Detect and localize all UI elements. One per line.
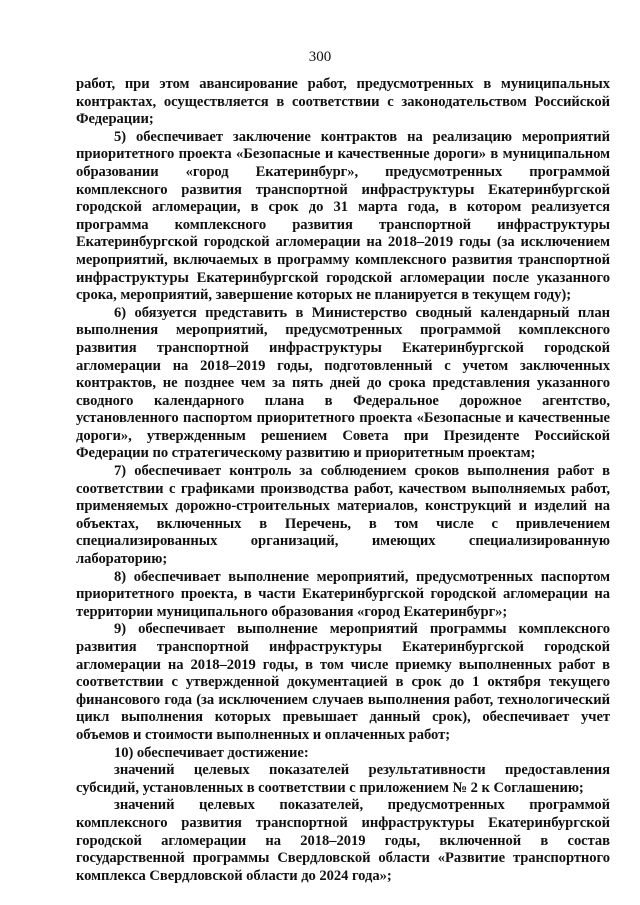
paragraph-item-8: 8) обеспечивает выполнение мероприятий, предусмотренных паспортом приоритетного проекта, в части Екатеринбургской городской агломерации на территории муниципального образования «город Екатеринбург»; <box>76 568 610 620</box>
page-number: 300 <box>308 49 332 65</box>
document-body <box>76 76 610 885</box>
paragraph-item-9: 9) обеспечивает выполнение мероприятий программы комплексного развития транспортной инфраструктуры Екатеринбургской городской агломерации на 2018–2019 годы, в том числе приемку выполненных работ в соответствии с утвержденной документацией в срок до 1 октября текущего финансового года (за исключением случаев выполнения работ, технологический цикл выполнения которых превышает данный срок), обеспечивает учет объемов и стоимости выполненных и оплаченных работ; <box>76 621 610 743</box>
paragraph-item-6: 6) обязуется представить в Министерство сводный календарный план выполнения мероприятий, предусмотренных программой комплексного развития транспортной инфраструктуры Екатеринбургской городской агломерации на 2018–2019 годы, подготовленный с учетом заключенных контрактов, не позднее чем за пять дней до срока представления указанного сводного календарного плана в Федеральное дорожное агентство, установленного паспортом приоритетного проекта «Безопасные и качественные дороги», утвержденным решением Совета при Президенте Российской Федерации по стратегическому развитию и приоритетным проектам; <box>76 304 610 462</box>
paragraph-item-10: 10) обеспечивает достижение: <box>114 744 309 761</box>
paragraph-item-7: 7) обеспечивает контроль за соблюдением сроков выполнения работ в соответствии с графиками производства работ, качеством выполняемых работ, применяемых дорожно-строительных материалов, конструкций и изделий на объектах, включенных в Перечень, в том числе с привлечением специализированных организаций, имеющих специализированную лабораторию; <box>76 463 610 568</box>
paragraph-subitem-program-indicators: значений целевых показателей, предусмотренных программой комплексного развития транспортной инфраструктуры Екатеринбургской городской агломерации на 2018–2019 годы, включенной в состав государственной программы Свердловской области «Развитие транспортного комплекса Свердловской области до 2024 года»; <box>76 797 610 884</box>
paragraph-item-5: 5) обеспечивает заключение контрактов на реализацию мероприятий приоритетного проекта «Безопасные и качественные дороги» в муниципальном образовании «город Екатеринбург», предусмотренных программой комплексного развития транспортной инфраструктуры Екатеринбургской городской агломерации, в срок до 31 марта года, в котором реализуется программа комплексного развития транспортной инфраструктуры Екатеринбургской городской агломерации на 2018–2019 годы (за исключением мероприятий, включаемых в программу комплексного развития транспортной инфраструктуры Екатеринбургской городской агломерации после указанного срока, мероприятий, завершение которых не планируется в текущем году); <box>76 128 610 304</box>
paragraph-continuation: работ, при этом авансирование работ, предусмотренных в муниципальных контрактах, осуществляется в соответствии с законодательством Российской Федерации; <box>76 76 610 128</box>
paragraph-subitem-subsidy-indicators: значений целевых показателей результативности предоставления субсидий, установленных в соответствии с приложением № 2 к Соглашению; <box>76 762 610 796</box>
